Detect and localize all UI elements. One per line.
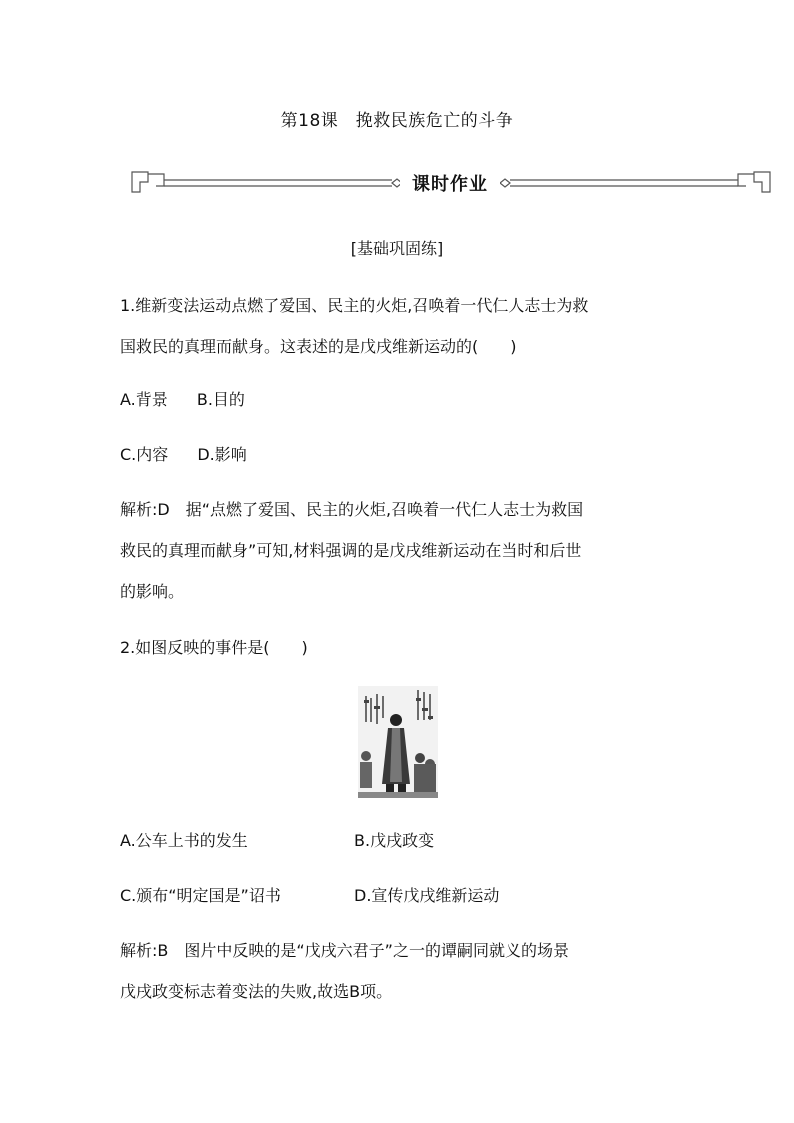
banner-title: 课时作业 [400,170,500,196]
q1-analysis-line3: 的影响。 [120,582,185,601]
q1-options-row1 [120,386,680,413]
q1-option-b[interactable]: B.目的 [196,390,245,409]
q2-option-b[interactable]: B.戊戌政变 [354,831,435,850]
q1-analysis-line1: 解析:D 据“点燃了爱国、民主的火炬,召唤着一代仁人志士为救国 [120,500,584,519]
q1-option-c[interactable]: C.内容 [120,445,169,464]
page-title: 第18课 挽救民族危亡的斗争 [280,111,514,131]
q1-option-d[interactable]: D.影响 [197,445,247,464]
q1-stem-line2: 国救民的真理而献身。这表述的是戊戌维新运动的( ) [120,337,517,356]
q2-stem: 2.如图反映的事件是( ) [120,638,308,657]
historical-illustration [358,686,438,798]
q1-stem-line1: 1.维新变法运动点燃了爱国、民主的火炬,召唤着一代仁人志士为救 [120,296,589,315]
q1-analysis-line2: 救民的真理而献身”可知,材料强调的是戊戌维新运动在当时和后世 [120,541,582,560]
q2-options-row2 [120,882,680,909]
q1-options-row2 [120,441,680,468]
q2-analysis-line1: 解析:B 图片中反映的是“戊戌六君子”之一的谭嗣同就义的场景 [120,941,569,960]
q2-option-c[interactable]: C.颁布“明定国是”诏书 [120,886,281,905]
q2-option-d[interactable]: D.宣传戊戌维新运动 [354,886,500,905]
section-heading: [基础巩固练] [350,239,444,258]
q2-options-row1 [120,827,680,854]
q2-analysis-line2: 戊戌政变标志着变法的失败,故选B项。 [120,982,393,1001]
q2-option-a[interactable]: A.公车上书的发生 [120,831,248,850]
q1-option-a[interactable]: A.背景 [120,390,168,409]
